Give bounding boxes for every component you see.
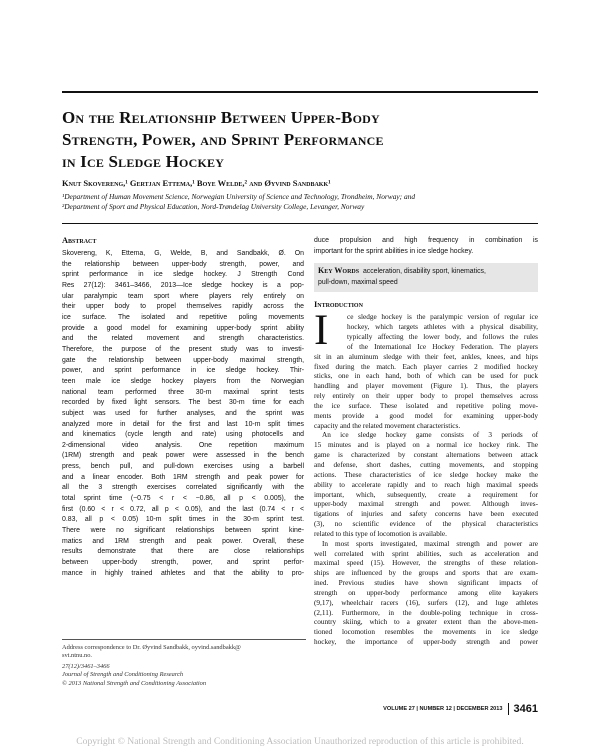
text-line: upper-body maximal strength and power. Although inves- <box>314 500 538 509</box>
text-line: typically affecting the lower body, and follows the rules <box>347 333 538 341</box>
text-line: ce sledge hockey is the paralympic version of regular ice <box>347 313 538 322</box>
text-line: national team performed three 30-m maximal sprint tests <box>62 388 304 396</box>
text-line: sticks, one in each hand, both of which can be used for puck <box>314 372 538 381</box>
text-line: related to this type of locomotion is available. <box>314 529 447 538</box>
text-line: maximal speed (15). However, the strengths of these relation- <box>314 559 538 568</box>
footnote-line: svt.ntnu.no. <box>62 652 93 660</box>
text-line: hockey, the importance of upper-body strength and power <box>314 638 538 647</box>
footnote-line: © 2013 National Strength and Conditioning Association <box>62 679 207 687</box>
text-line: matics and 1RM strength and peak power. Overall, these <box>62 537 304 545</box>
text-line: handling and player movement (Figure 1). Thus, the players <box>314 382 538 391</box>
title-line: Strength, Power, and Sprint Performance <box>62 130 384 149</box>
text-line: 2-dimensional video analysis. One repetition maximum <box>62 441 304 449</box>
keywords-line-1 <box>318 266 534 278</box>
text-line: and a linear encoder. Both 1RM strength and peak power for <box>62 473 304 481</box>
text-line: well correlated with sprint abilities, such as acceleration and <box>314 549 538 558</box>
affiliations <box>62 192 538 212</box>
text-line: analyzed more in detail for the first and last 10-m split times <box>62 420 304 428</box>
text-line: ice surface. The isolated and repetitive poling movements <box>62 313 304 321</box>
text-line: total sprint time (−0.75 < r < −0.86, all p < 0.005), the <box>62 495 304 503</box>
text-line: (2,11). Furthermore, in the double-poling technique in cross- <box>314 608 538 617</box>
text-line: the relationship between upper-body strength, power, and <box>62 260 304 268</box>
text-line: gate the relationship between upper-body maximal strength, <box>62 356 304 364</box>
text-line: sprint performance in ice sledge hockey. J Strength Cond <box>62 271 304 279</box>
footnote-line: Address correspondence to Dr. Øyvind Sandbakk, oyvind.sandbakk@ <box>62 644 241 651</box>
abstract-heading: Abstract <box>62 236 97 245</box>
footnote-rule <box>62 639 306 640</box>
text-line: hockey, which targets athletes with a physical disability, <box>347 323 538 332</box>
text-line: tioned locomotion resembles the movements in ice sledge <box>314 628 538 637</box>
introduction-heading: Introduction <box>314 300 363 310</box>
text-line: Skovereng, K, Ettema, G, Welde, B, and Sandbakk, Ø. On <box>62 250 304 257</box>
text-line: mance in highly trained athletes and that the ability to pro- <box>62 569 304 577</box>
page-footer <box>383 703 538 715</box>
left-column <box>62 236 304 579</box>
text-line: first (0.60 < r < 0.72, all p < 0.05), and the last (0.74 < r < <box>62 505 304 513</box>
text-line: the ice surface. These isolated and repetitive poling move- <box>314 401 538 410</box>
text-line: ships are influenced by the groups and sports that are exam- <box>314 569 538 578</box>
text-line: (9,17), wheelchair racers (16), surfers (12), and luge athletes <box>314 598 538 607</box>
text-line: ments provide a good model for examining upper-body <box>314 411 538 420</box>
issue-info: VOLUME 27 | NUMBER 12 | DECEMBER 2013 <box>383 706 503 712</box>
text-line: rely entirely on their upper body to propel themselves across <box>314 392 538 401</box>
text-line: important for the sprint abilities in ice sledge hockey. <box>314 247 474 255</box>
page-number: 3461 <box>513 703 538 715</box>
text-line: press, bench pull, and pull-down exercises using a barbell <box>62 463 304 471</box>
text-line: between upper-body strength, power, and sprint perfor- <box>62 559 304 567</box>
text-line: There were no significant relationships between sprint kine- <box>62 527 304 535</box>
footnote-line: Journal of Strength and Conditioning Research <box>62 671 184 679</box>
text-line: ular paralympic team sport where players rely entirely on <box>62 292 304 300</box>
text-line: 0.83, all p < 0.05) 10-m split times in the 30-m sprint test. <box>62 516 304 524</box>
abstract-continued <box>314 236 538 257</box>
keywords-heading: Key Words <box>318 266 360 276</box>
text-line: teen male ice sledge hockey players from the Norwegian <box>62 377 304 385</box>
abstract-body <box>62 249 304 579</box>
text-line: Res 27(12): 3461–3466, 2013—Ice sledge hockey is a pop- <box>62 281 304 289</box>
title-line: On the Relationship Between Upper-Body <box>62 108 380 127</box>
text-line: game is characterized by constant alternations between attack <box>314 451 538 460</box>
introduction-body <box>314 307 538 648</box>
text-line: Therefore, the purpose of the present study was to investi- <box>62 345 304 353</box>
text-line: country skiing, which to a greater extent than the above-men- <box>314 618 538 627</box>
text-line: recorded by fixed light sensors. The best 30-m time for each <box>62 399 304 407</box>
text-line: subject was used for further analyses, and the sprint was <box>62 409 304 417</box>
text-line: and kinematics (cycle length and rate) using photocells and <box>62 431 304 439</box>
text-line: 15 minutes and is played on a normal ice hockey rink. The <box>314 441 538 450</box>
text-line: tigations of injuries and safety concerns have been executed <box>314 510 538 519</box>
text-line: sit in an aluminum sledge with their feet, ankles, knees, and hips <box>314 352 538 361</box>
title-line: in Ice Sledge Hockey <box>62 152 225 171</box>
affiliation-line: ¹Department of Human Movement Science, Norwegian University of Science and Technology, Trondheim, Norway; and <box>62 192 416 201</box>
right-column <box>314 236 538 648</box>
text-line: of the International Ice Hockey Federation. The players <box>347 342 538 351</box>
text-line: important, which, subsequently, create a requirement for <box>314 490 538 499</box>
text-line: actions. These characteristics of ice sledge hockey make the <box>314 470 538 479</box>
text-line: duce propulsion and high frequency in combination is <box>314 237 538 244</box>
text-line: provide a good model for examining upper-body sprint ability <box>62 324 304 332</box>
text-line: strength on upper-body performance among elite kayakers <box>314 588 538 597</box>
copyright-watermark: Copyright © National Strength and Conditioning Association Unauthorized reproduction of this article is prohibited. <box>76 736 524 747</box>
text-line: capacity and the related movement characteristics. <box>314 421 461 430</box>
keywords-line-2: pull-down, maximal speed <box>318 278 398 286</box>
text-line: and defense, short dashes, cutting movements, and stopping <box>314 460 538 469</box>
keywords-text: acceleration, disability sport, kinematics, <box>362 268 486 276</box>
text-line: In most sports investigated, maximal strength and power are <box>322 539 538 548</box>
article-title <box>62 107 522 173</box>
top-rule <box>62 91 538 93</box>
text-line: ined. Previous studies have shown significant impacts of <box>314 579 538 588</box>
text-line: all the 3 strength exercises correlated significantly with the <box>62 484 304 492</box>
footer-divider <box>508 703 509 715</box>
text-line: (3), no scientific evidence of the physical characteristics <box>314 520 538 529</box>
text-line: power, and sprint performance in ice sledge hockey. Thir- <box>62 367 304 375</box>
text-line: and the related movement and strength characteristics. <box>62 335 304 343</box>
keywords-box <box>314 263 538 292</box>
affiliation-line: ²Department of Sport and Physical Education, Nord-Trøndelag University College, Levanger, Norway <box>62 202 365 211</box>
text-line: An ice sledge hockey game consists of 3 periods of <box>322 431 538 440</box>
author-list: Knut Skovereng,¹ Gertjan Ettema,¹ Boye Welde,² and Øyvind Sandbakk¹ <box>62 178 331 188</box>
footnote-line: 27(12)/3461–3466 <box>62 662 110 670</box>
text-line: (1RM) strength and peak power were assessed in the bench <box>62 452 304 460</box>
text-line: ability to accelerate rapidly and to reach high maximal speeds <box>314 480 538 489</box>
correspondence-footnote <box>62 644 306 688</box>
text-line: results demonstrate that there are close relationships <box>62 548 304 556</box>
drop-cap: I <box>314 307 329 355</box>
section-rule <box>62 223 538 224</box>
text-line: their upper body to propel themselves rapidly across the <box>62 303 304 311</box>
text-line: fixed during the match. Each player carries 2 modified hockey <box>314 362 538 371</box>
